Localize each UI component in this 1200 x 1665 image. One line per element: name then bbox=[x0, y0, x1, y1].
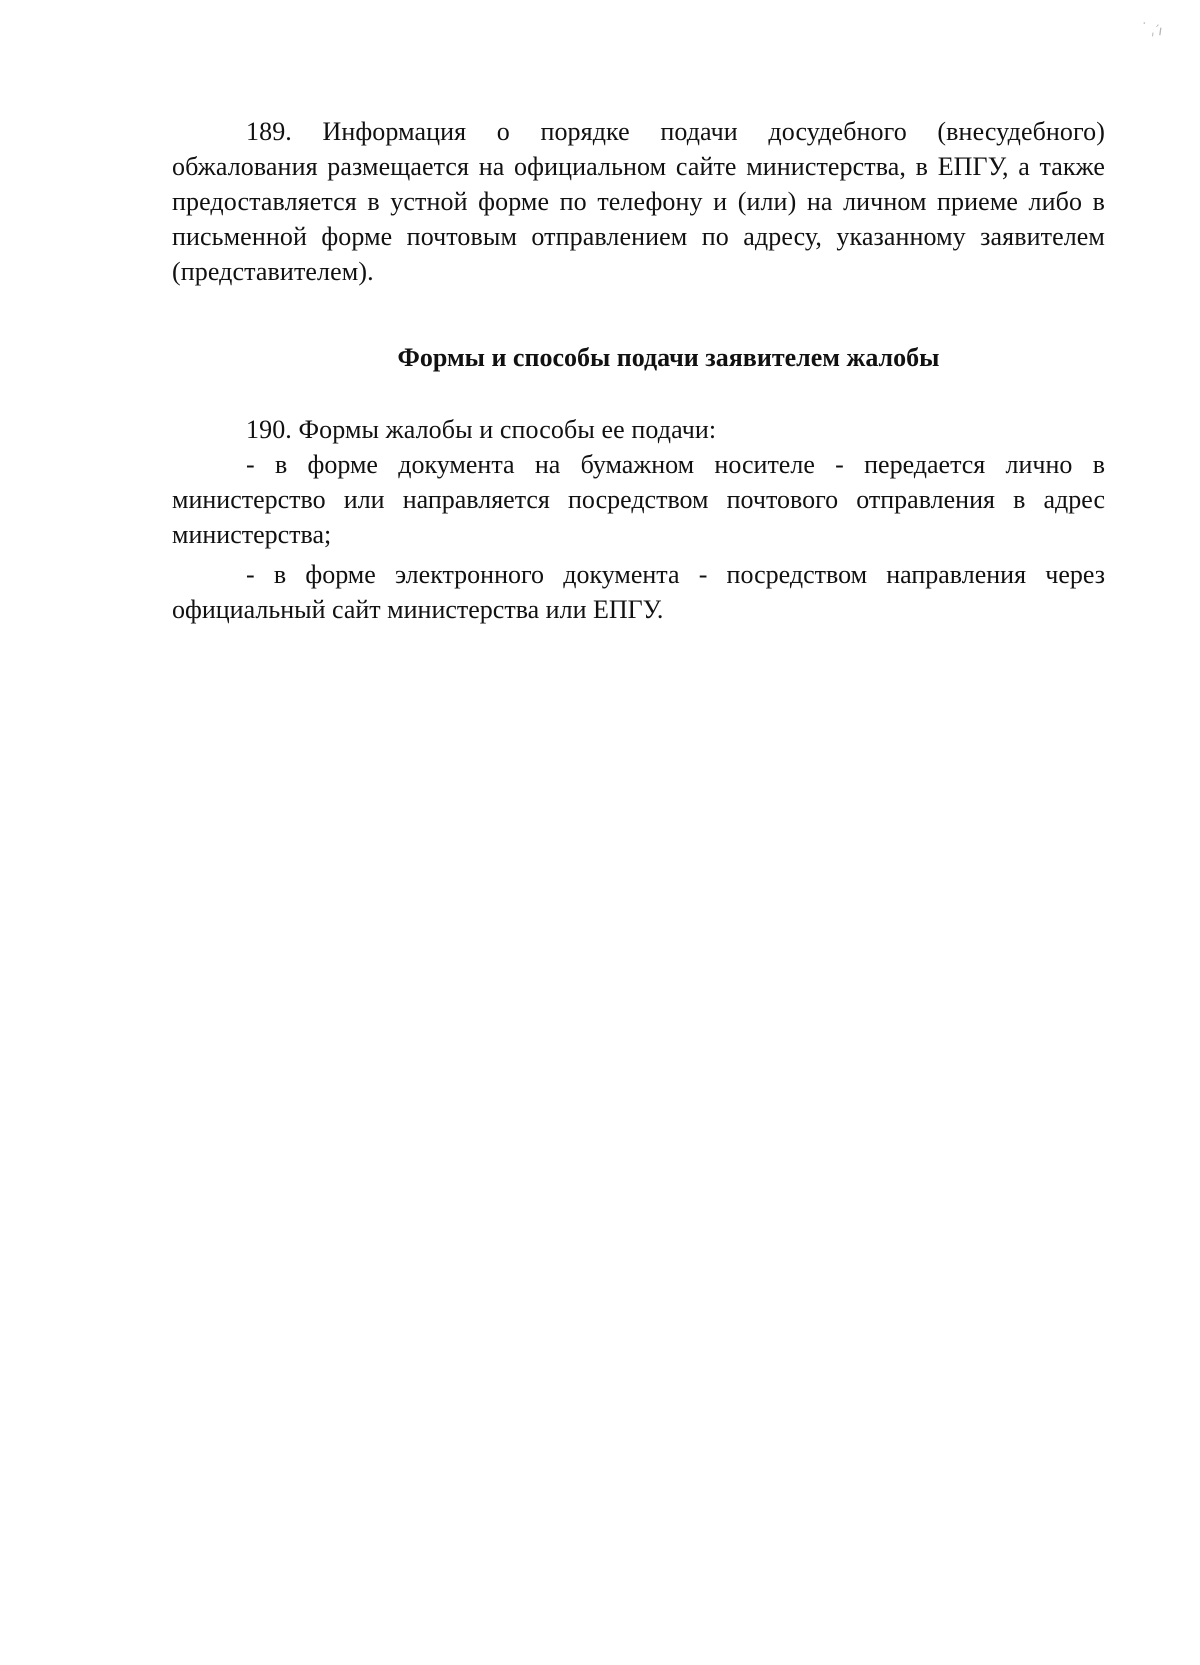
scan-artifact-mark: ˙ ˌ′ı bbox=[1138, 20, 1164, 40]
section-heading: Формы и способы подачи заявителем жалобы bbox=[397, 343, 940, 372]
list-item-paper-form: - в форме документа на бумажном носителе - передается лично в министерство или направляется посредством почтового отправления в адрес министерства; bbox=[172, 450, 1105, 549]
list-item-electronic-form: - в форме электронного документа - посредством направления через официальный сайт министерства или ЕПГУ. bbox=[172, 560, 1105, 624]
paragraph-190: 190. Формы жалобы и способы ее подачи: bbox=[246, 415, 717, 444]
paragraph-189: 189. Информация о порядке подачи досудебного (внесудебного) обжалования размещается на официальном сайте министерства, в ЕПГУ, а также предоставляется в устной форме по телефону и (или) на личном приеме либо в письменной форме почтовым отправлением по адресу, указанному заявителем (представителем). bbox=[172, 117, 1105, 286]
